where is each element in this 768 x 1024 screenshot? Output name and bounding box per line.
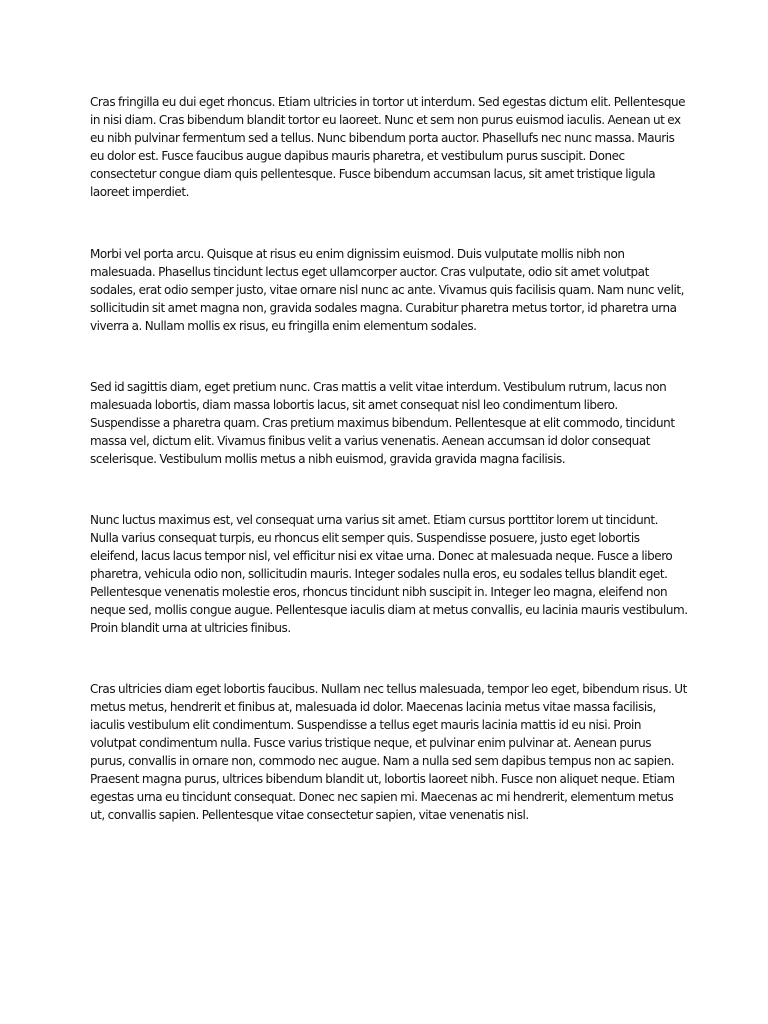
paragraph-1: Cras fringilla eu dui eget rhoncus. Etiam ultricies in tortor ut interdum. Sed egestas dictum elit. Pellentesque in nisi diam. Cras bibendum blandit tortor eu laoreet. Nunc et sem non purus euismod iaculis. Aenean ut ex eu nibh pulvinar fermentum sed a tellus. Nunc bibendum porta auctor. Phasellufs nec nunc massa. Mauris eu dolor est. Fusce faucibus augue dapibus mauris pharetra, et vestibulum purus suscipit. Donec consectetur congue diam quis pellentesque. Fusce bibendum accumsan lacus, sit amet tristique ligula laoreet imperdiet. (90, 95, 686, 199)
paragraph-3: Sed id sagittis diam, eget pretium nunc. Cras mattis a velit vitae interdum. Vestibulum rutrum, lacus non malesuada lobortis, diam massa lobortis lacus, sit amet consequat nisl leo condimentum libero. Suspendisse a pharetra quam. Cras pretium maximus bibendum. Pellentesque at elit commodo, tincidunt massa vel, dictum elit. Vivamus finibus velit a varius venenatis. Aenean accumsan id dolor consequat scelerisque. Vestibulum mollis metus a nibh euismod, gravida gravida magna facilisis. (90, 380, 675, 466)
paragraph-5: Cras ultricies diam eget lobortis faucibus. Nullam nec tellus malesuada, tempor leo eget, bibendum risus. Ut metus metus, hendrerit et finibus at, malesuada id dolor. Maecenas lacinia metus vitae massa facilisis, iaculis vestibulum elit condimentum. Suspendisse a tellus eget mauris lacinia mattis id eu nisi. Proin volutpat condimentum nulla. Fusce varius tristique neque, et pulvinar enim pulvinar at. Aenean purus purus, convallis in ornare non, commodo nec augue. Nam a nulla sed sem dapibus tempus non ac sapien. Praesent magna purus, ultrices bibendum blandit ut, lobortis laoreet nibh. Fusce non aliquet neque. Etiam egestas urna eu tincidunt consequat. Donec nec sapien mi. Maecenas ac mi hendrerit, elementum metus ut, convallis sapien. Pellentesque vitae consectetur sapien, vitae venenatis nisl. (90, 682, 687, 822)
paragraph-2: Morbi vel porta arcu. Quisque at risus eu enim dignissim euismod. Duis vulputate mollis nibh non malesuada. Phasellus tincidunt lectus eget ullamcorper auctor. Cras vulputate, odio sit amet volutpat sodales, erat odio semper justo, vitae ornare nisl nunc ac ante. Vivamus quis facilisis quam. Nam nunc velit, sollicitudin sit amet magna non, gravida sodales magna. Curabitur pharetra metus tortor, id pharetra urna viverra a. Nullam mollis ex risus, eu fringilla enim elementum sodales. (90, 247, 684, 333)
paragraph-4: Nunc luctus maximus est, vel consequat urna varius sit amet. Etiam cursus porttitor lorem ut tincidunt. Nulla varius consequat turpis, eu rhoncus elit semper quis. Suspendisse posuere, justo eget lobortis eleifend, lacus lacus tempor nisl, vel efficitur nisi ex vitae urna. Donec at malesuada neque. Fusce a libero pharetra, vehicula odio non, sollicitudin mauris. Integer sodales nulla eros, eu sodales tellus blandit eget. Pellentesque venenatis molestie eros, rhoncus tincidunt nibh suscipit in. Integer leo magna, eleifend non neque sed, mollis congue augue. Pellentesque iaculis diam at metus convallis, eu lacinia mauris vestibulum. Proin blandit urna at ultricies finibus. (90, 513, 688, 635)
